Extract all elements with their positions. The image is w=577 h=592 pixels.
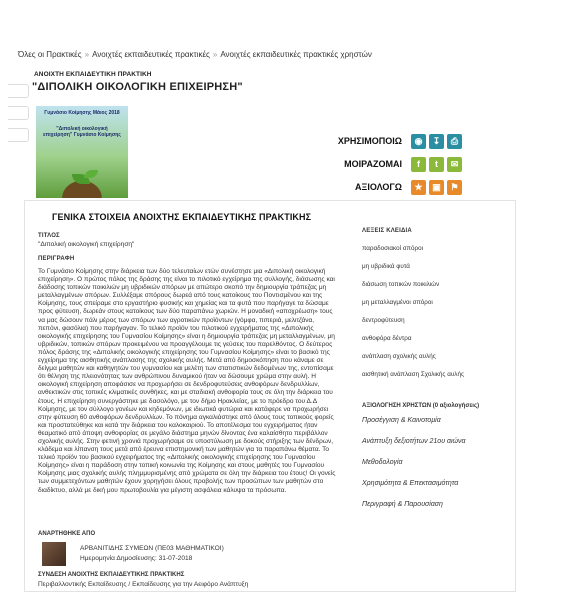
side-tabs — [8, 84, 30, 150]
keyword-link[interactable]: ανάπλαση σχολικής αυλής — [362, 353, 436, 360]
rate-label: ΑΞΙΟΛΟΓΩ — [355, 182, 402, 192]
print-icon[interactable]: ⎙ — [447, 134, 462, 149]
breadcrumb-user-practices[interactable]: Ανοιχτές εκπαιδευτικές πρακτικές χρηστών — [220, 50, 372, 59]
keyword-link[interactable]: μη υβριδικά φυτά — [362, 263, 410, 270]
evaluation-criterion[interactable]: Χρησιμότητα & Επεκτασιμότητα — [362, 480, 459, 487]
publish-date: Ημερομηνία Δημοσίευσης: 31-07-2018 — [80, 555, 193, 562]
share-row — [338, 154, 462, 174]
keyword-link[interactable]: ανθοφόρα δέντρα — [362, 335, 412, 342]
breadcrumb-all-practices[interactable]: Όλες οι Πρακτικές — [18, 50, 82, 59]
sidebar — [362, 228, 512, 515]
breadcrumb — [18, 50, 372, 59]
keyword-link[interactable]: μη μεταλλαγμένοι σπόροι — [362, 299, 433, 306]
link-label: ΣΥΝΔΕΣΗ ΑΝΟΙΧΤΗΣ ΕΚΠΑΙΔΕΥΤΙΚΗΣ ΠΡΑΚΤΙΚΗΣ — [38, 572, 185, 578]
breadcrumb-open-practices[interactable]: Ανοιχτές εκπαιδευτικές πρακτικές — [92, 50, 210, 59]
flag-icon[interactable]: ⚑ — [447, 180, 462, 195]
evaluation-criterion[interactable]: Μεθοδολογία — [362, 459, 403, 466]
author-label: ΑΝΑΡΤΗΘΗΚΕ ΑΠΟ — [38, 531, 96, 537]
keyword-link[interactable]: διάσωση τοπικών ποικιλιών — [362, 281, 440, 288]
link-value: Περιβαλλοντικής Εκπαίδευσης / Εκπαίδευσης για την Αειφόρο Ανάπτυξη — [38, 581, 249, 588]
star-icon[interactable]: ★ — [411, 180, 426, 195]
twitter-icon[interactable]: t — [429, 157, 444, 172]
email-icon[interactable]: ✉ — [447, 157, 462, 172]
title-label: ΤΙΤΛΟΣ — [38, 233, 60, 239]
practice-actions — [338, 131, 462, 200]
share-label: ΜΟΙΡΑΖΟΜΑΙ — [344, 159, 402, 169]
practice-thumbnail — [36, 106, 128, 198]
use-label: ΧΡΗΣΙΜΟΠΟΙΩ — [337, 136, 402, 146]
evaluation-criterion[interactable]: Περιγραφή & Παρουσίαση — [362, 501, 443, 508]
side-tab[interactable] — [8, 84, 29, 98]
site-header — [0, 0, 577, 40]
thumbnail-subcaption: "Διπολική οικολογική επιχείρηση" Γυμνάσιο Κοίμησης — [43, 126, 121, 138]
keywords-label: ΛΕΞΕΙΣ ΚΛΕΙΔΙΑ — [362, 228, 412, 234]
rate-row — [338, 177, 462, 197]
keyword-link[interactable]: δεντροφύτευση — [362, 317, 405, 324]
side-tab[interactable] — [8, 106, 29, 120]
keyword-link[interactable]: παραδοσιακοί σπόροι — [362, 245, 423, 252]
title-value: "Διπολική οικολογική επιχείρηση" — [38, 241, 135, 248]
facebook-icon[interactable]: f — [411, 157, 426, 172]
side-tab[interactable] — [8, 128, 29, 142]
page-title: "ΔΙΠΟΛΙΚΗ ΟΙΚΟΛΟΓΙΚΗ ΕΠΙΧΕΙΡΗΣΗ" — [32, 81, 243, 93]
section-title: ΓΕΝΙΚΑ ΣΤΟΙΧΕΙΑ ΑΝΟΙΧΤΗΣ ΕΚΠΑΙΔΕΥΤΙΚΗΣ ΠΡΑΚΤΙΚΗΣ — [52, 212, 312, 222]
practice-kicker: ΑΝΟΙΧΤΗ ΕΚΠΑΙΔΕΥΤΙΚΗ ΠΡΑΚΤΙΚΗ — [34, 71, 152, 78]
avatar — [42, 542, 66, 566]
author-name[interactable]: ΑΡΒΑΝΙΤΙΔΗΣ ΣΥΜΕΩΝ (ΠΕ03 ΜΑΘΗΜΑΤΙΚΟΙ) — [80, 545, 224, 552]
thumbnail-caption: Γυμνάσιο Κοίμησης Μάιος 2018 — [44, 110, 120, 116]
comment-icon[interactable]: ▣ — [429, 180, 444, 195]
evaluation-label: ΑΞΙΟΛΟΓΗΣΗ ΧΡΗΣΤΩΝ (0 αξιολογήσεις) — [362, 403, 480, 409]
description-text: Το Γυμνάσιο Κοίμησης στην διάρκεια των δύο τελευταίων ετών συνέστησε μια «Διπολική οικολογική επιχείρηση». Ο πρώτος πόλος της δράσης της είναι το πιλοτικό εγχείρημα της συλλογής, διάσωσης και διάδοσης τοπικών ποικιλιών μη υβριδικών σπόρων με απώτερο σκοπό την δημιουργία τράπεζας μη μεταλλαγμένων σπόρων. Συλλέξαμε σπόρους δωρεά από τους κατοίκους του Ποντισμένου και της Κοίμησης, τους σπείραμε στο εργαστήριο φυσικής και χημείας και τα φυτά που παρήγαγε τα δώσαμε προς φύτευση, δωρεάν στους κατοίκους των δύο παραπάνω χωριών. Η μοναδική «αποχρέωση» τους να μας δώσουν πάλι μέρος των σπόρων των αγροτικών προϊόντων (γόμφα, πιπεριά, μελιτζάνα, πεπόνι, φασόλια) που παρήγαγαν. Το τελικό προϊόν του πιλοτικού εγχειρήματος της «Διπολικής οικολογικής επιχείρησης του Γυμνασίου Κοίμησης» είναι η δημιουργία τράπεζας μη μεταλλαγμένων, μη υβριδικών, τοπικών σπόρων προκειμένου να προαγγέλουμε τις γεύσεις του παρελθόντος. Ο δεύτερος πόλος δράσης της «Διπολικής οικολογικής επιχείρησης του Γυμνασίου Κοίμησης» είναι το βασικό της εγχείρημα της αισθητικής ανάπλασης της σχολικής αυλής. Μετά από δημοσκόπηση που κάναμε σε δείγμα μαθητών και καθηγητών του γυμνασίου και μελέτη των στατιστικών δεδομένων της, εντοπίσαμε ότι θέληση της πλειονότητας των ανθρώπινου δυναμικού ήταν να δώσουμε χρώμα στην αυλή. Η οικολογική επιχείρηση αποφάσισε να προχωρήσει σε δενδροφυτεύσεις ανθοφόρων δενδρυλλίων, ανθεκτικών στις τοπικές κλιματικές συνθήκες, και με σταδιακή ανθοφορία τους σε όλη την διάρκεια του έτους. Η επιχείρηση συνεργάστηκε με δασολόγο, με τον δήμο Ηρακλείας, με το πρόεδρο του Δ.Δ Κοίμησης, με τον σύλλογο γονέων και κηδεμόνων, με ιδιωτικά φυτώρια και κατάφερε να προχωρήσει στην φύτευση 60 ανθοφόρων δενδρυλλίων. Το πόνημα αγκαλιάστηκε από όλους τους τοπικούς φορείς και προστατεύθηκε και κατά την διάρκεια του καλοκαιριού. Το αποτέλεσμα του εγχειρήματος ήταν θεαματικό από άποψη ανθοφορίας σε μεγάλο διάστημα μηνών δίνοντας ένα καλαίσθητο περιβάλλον σχολικής αυλής. Στην φετινή χρονιά προχωρήσαμε σε υποστύλωση με δοκούς στήριξης των δένδρων, κλάδεμα και λίπανση τους μετά από έρευνα επιστημονική των μαθητών για τα παραπάνω θέματα. Το τελικό προϊόν του βασικού εγχειρήματος της «Διπολικής οικολογικής επιχείρησης του Γυμνασίου Κοίμησης» είναι η παράδοση στην τοπική κοινωνία της Κοίμησης και στους μαθητές του Γυμνασίου Κοίμησης μιας σχολικής αυλής πλημμυρισμένης από χρώματα σε όλη την διάρκεια του έτους! Οι γονείς των συμμετεχόντων μαθητών έχουν χορηγήσει όλους προβολής των προσώπων των μαθητών στο διαδίκτυο, αλλά με δική μου πρωτοβουλία για μέγιστη ασφάλεια κάλυψα τα πρόσωπα. — [38, 268, 336, 494]
evaluation-criterion[interactable]: Ανάπτυξη δεξιοτήτων 21ου αιώνα — [362, 438, 466, 445]
description-label: ΠΕΡΙΓΡΑΦΗ — [38, 256, 75, 262]
keyword-link[interactable]: αισθητική ανάπλαση Σχολικής αυλής — [362, 371, 464, 378]
evaluation-criterion[interactable]: Προσέγγιση & Καινοτομία — [362, 417, 441, 424]
breadcrumb-separator: » — [212, 50, 218, 59]
eye-icon[interactable]: ◉ — [411, 134, 426, 149]
use-row — [338, 131, 462, 151]
breadcrumb-separator: » — [84, 50, 90, 59]
download-icon[interactable]: ↧ — [429, 134, 444, 149]
